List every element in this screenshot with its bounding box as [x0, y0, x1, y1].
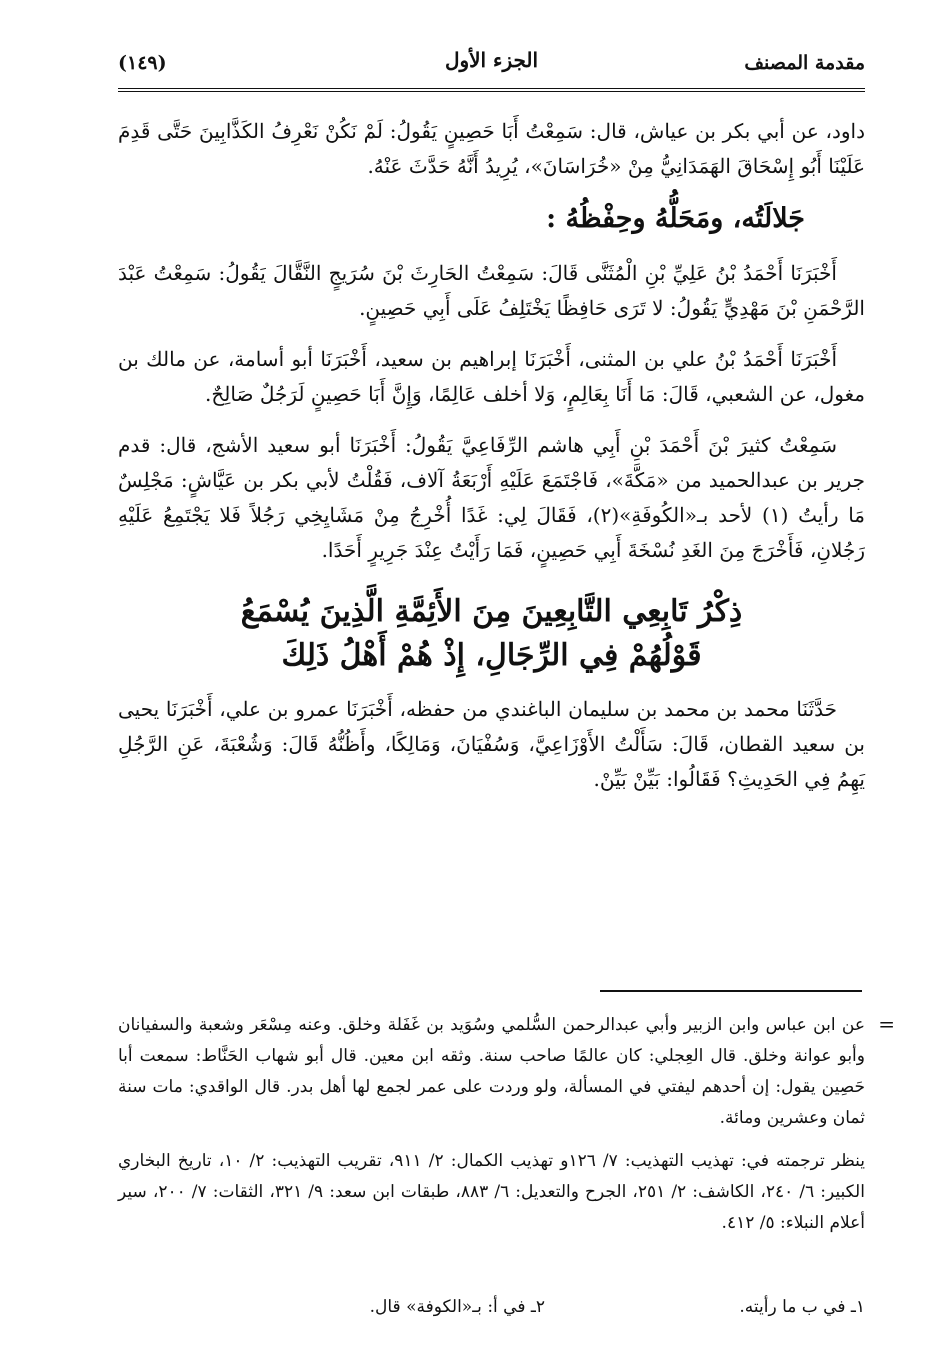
note-paragraph-2: ينظر ترجمته في: تهذيب التهذيب: ٧/ ١٢٦و تهذيب الكمال: ٢/ ٩١١، تقريب التهذيب: ٢/ ١٠، تاريخ البخاري الكبير: ٦/ ٢٤٠، الكاشف: ٢/ ٢٥١، الجرح والتعديل: ٦/ ٨٨٣، طبقات ابن سعد: ٩/ ٣٢١، الثقات: ٧/ ٢٠٠، سير أعلام النبلاء: ٥/ ٤١٢. [118, 1151, 866, 1233]
paragraph-1: داود، عن أبي بكر بن عياش، قال: سَمِعْتُ أَبَا حَصِينٍ يَقُولُ: لَمْ نَكُنْ نَعْرِفُ الكَذَّابِينَ حَتَّى قَدِمَ عَلَيْنَا أَبُو إِسْحَاقَ الهَمَدَانِيُّ مِنْ «خُرَاسَانَ»، يُرِيدُ أَنَّهُ حَدَّثَ عَنْهُ. [118, 119, 865, 178]
footnote-divider [600, 990, 862, 992]
section-title-line-1: ذِكْرُ تَابِعِي التَّابِعِينَ مِنَ الأَئِمَّةِ الَّذِينَ يُسْمَعُ [240, 594, 743, 629]
page-number: (١٤٩) [118, 52, 167, 74]
continuation-mark: = [878, 1012, 895, 1036]
section-title-line-2: قَوْلُهُمْ فِي الرِّجَالِ، إِذْ هُمْ أَهْلُ ذَلِكَ [281, 638, 702, 673]
biographical-notes [118, 1010, 895, 1251]
header-section-title: مقدمة المصنف [744, 52, 865, 74]
paragraph-3: أَخْبَرَنَا أَحْمَدُ بْنُ علي بن المثنى، أَخْبَرَنَا إبراهيم بن سعيد، أَخْبَرَنَا أبو أسامة، عن مالك بن مغول، عن الشعبي، قَالَ: مَا أَنَا بِعَالِمٍ، وَلا أخلف عَالِمًا، وَإِنَّ أَبَا حَصِينٍ لَرَجُلٌ صَالِحٌ. [118, 347, 865, 406]
main-text [118, 114, 865, 813]
footnote-1: ١ـ في ب ما رأيته. [739, 1297, 865, 1317]
paragraph-2: أَخْبَرَنَا أَحْمَدُ بْنُ عَلِيِّ بْنِ الْمُثَنَّى قَالَ: سَمِعْتُ الحَارِثَ بْنَ سُرَيجٍ النَّقَّالَ يَقُولُ: سَمِعْتُ عَبْدَ الرَّحْمَنِ بْنَ مَهْدِيٍّ يَقُولُ: لا تَرَى حَافِظًا يَخْتَلِفُ عَلَى أَبِي حَصِينٍ. [118, 261, 865, 320]
paragraph-4: سَمِعْتُ كثيرَ بْنَ أَحْمَدَ بْنِ أَبِي هاشم الرِّفَاعِيَّ يَقُولُ: أَخْبَرَنَا أبو سعيد الأشج، قال: قدم جرير بن عبدالحميد من «مَكَّةَ»، فَاجْتَمَعَ عَلَيْهِ أَرْبَعَةُ آلاف، فَقُلْتُ لأبي بكر بن عَيَّاشٍ: مَجْلِسٌ مَا رأيتُ (١) لأحد بـ«الكُوفَةِ»(٢)، فَقَالَ لِي: غَدًا أُخْرِجُ مِنْ مَشَايِخِي رَجُلاً فَلا يَجْتَمِعُ عَلَيْهِ رَجُلانِ، فَأَخْرَجَ مِنَ الغَدِ نُسْخَةَ أَبِي حَصِينٍ، فَمَا رَأَيْتُ عِنْدَ جَرِيرٍ أَحَدًا. [118, 433, 866, 562]
header-divider [118, 88, 865, 92]
footnote-2: ٢ـ في أ: بـ«الكوفة» قال. [369, 1297, 545, 1317]
note-paragraph-1: عن ابن عباس وابن الزبير وأبي عبدالرحمن السُّلمي وسُوَيد بن غَفَلة وخلق. وعنه مِسْعَر وشعبة والسفيانان وأبو عوانة وخلق. قال العِجلي: كان عالمًا صاحب سنة. وثقه ابن معين. قال أبو شهاب الحَنَّاط: سمعت أبا حَصِين يقول: إن أحدهم ليفتي في المسألة، ولو وردت على عمر لجمع لها أهل بدر. قال الواقدي: مات سنة ثمان وعشرين ومائة. [118, 1015, 865, 1128]
page-header [118, 44, 865, 86]
section-title [118, 590, 865, 678]
paragraph-5: حَدَّثَنَا محمد بن محمد بن سليمان الباغندي من حفظه، أَخْبَرَنَا عمرو بن علي، أَخْبَرَنَا يحيى بن سعيد القطان، قَالَ: سَأَلْتُ الأَوْزَاعِيَّ، وَسُفْيَانَ، وَمَالِكًا، وأَظُنُّهُ قَالَ: وَشُعْبَةَ، عَنِ الرَّجُلِ يَهِمُ فِي الحَدِيثِ؟ فَقَالُوا: بَيِّنْ بَيِّنْ. [118, 697, 865, 791]
header-part-title: الجزء الأول [444, 48, 539, 72]
subheading: جَلالَتُه، ومَحَلُّهُ وحِفْظُهُ : [546, 203, 805, 234]
